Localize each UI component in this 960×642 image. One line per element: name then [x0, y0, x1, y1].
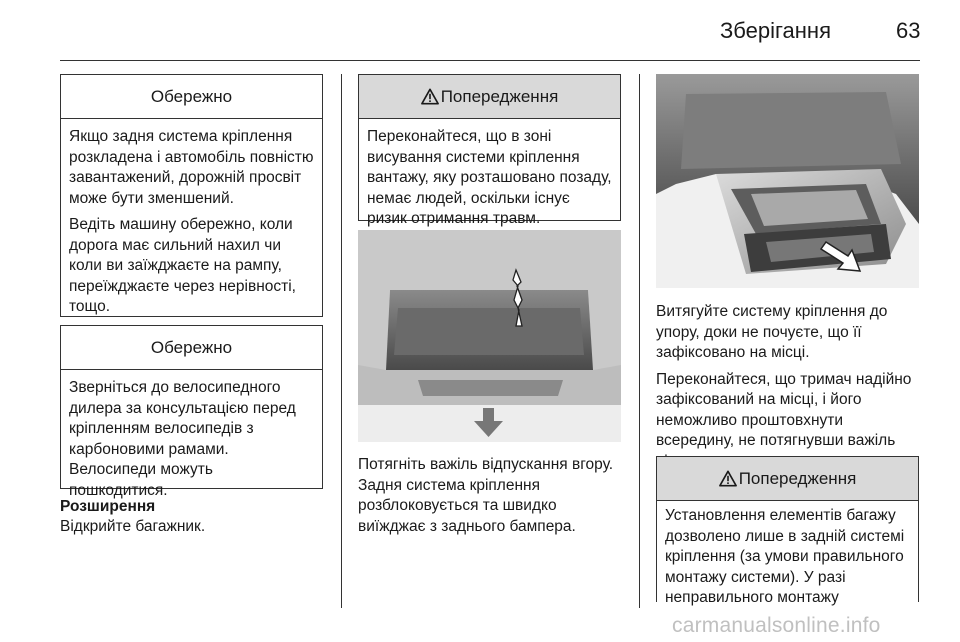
caution-box-2-body: [61, 370, 322, 507]
warning-triangle-icon: [719, 470, 737, 487]
watermark: carmanualsonline.info: [672, 614, 881, 637]
carrier-extended-photo: [656, 74, 919, 288]
caution-box-1-paragraph-2: Ведіть машину обережно, коли дорога має сильний нахил чи коли ви заїжджаєте на рампу, переїжджаєте через нерівності, тощо.: [69, 216, 296, 315]
warning-box-1: [358, 74, 621, 227]
page-title: Зберігання: [720, 18, 831, 43]
warning-box-2-body: [657, 501, 918, 615]
col3-paragraph-2: Переконайтеся, що тримач надійно зафіксований на місці, і його неможливо проштовхнути всередину, не потягнувши важіль: [656, 370, 912, 449]
section-text: Відкрийте багажник.: [60, 518, 206, 535]
caution-box-1-paragraph-1: Якщо задня система кріплення розкладена і автомобіль повністю завантажений, дорожній просвіт може бути зменшений.: [69, 128, 314, 207]
column-divider-1: [341, 74, 342, 608]
warning-box-2: [656, 456, 919, 606]
page-number: 63: [896, 18, 921, 43]
caution-box-1-body: [61, 119, 322, 324]
section-heading: Розширення: [60, 498, 156, 515]
warning-box-1-title: Попередження: [440, 86, 559, 106]
col3-paragraph-1: Витягуйте систему кріплення до упору, доки не почуєте, що її зафіксовано на місці.: [656, 303, 888, 361]
caution-box-2-title: Обережно: [61, 326, 322, 370]
warning-box-1-text: Переконайтеся, що в зоні висування системи кріплення вантажу, яку розташовано позаду, немає людей, оскільки існує ризик отримання травм.: [367, 128, 612, 227]
warning-triangle-icon: [421, 88, 439, 105]
column-divider-2: [639, 74, 640, 608]
warning-box-2-title: Попередження: [738, 468, 857, 488]
caution-box-1: [60, 74, 323, 317]
warning-box-1-header: [359, 75, 620, 119]
carrier-extended-illustration: [656, 74, 919, 288]
warning-box-2-header: [657, 457, 918, 501]
caption-text: Потягніть важіль відпускання вгору. Задня система кріплення розблоковується та швидко виїжджає з заднього бампера.: [358, 456, 614, 535]
caution-box-1-title: Обережно: [61, 75, 322, 119]
col3-text: [656, 302, 920, 472]
caution-box-2: [60, 325, 323, 499]
header-divider: [60, 60, 920, 61]
warning-box-1-body: [359, 119, 620, 236]
trunk-release-illustration: [358, 230, 621, 442]
warning-box-2-text: Установлення елементів багажу дозволено лише в задній системі кріплення (за умови правильного монтажу системи). У разі неправильного монтажу: [665, 507, 905, 606]
caution-box-2-paragraph-1: Зверніться до велосипедного дилера за консультацією перед кріпленням велосипедів з карбоновими рамами. Велосипеди можуть пошкодитися.: [69, 379, 296, 499]
trunk-release-photo: [358, 230, 621, 442]
